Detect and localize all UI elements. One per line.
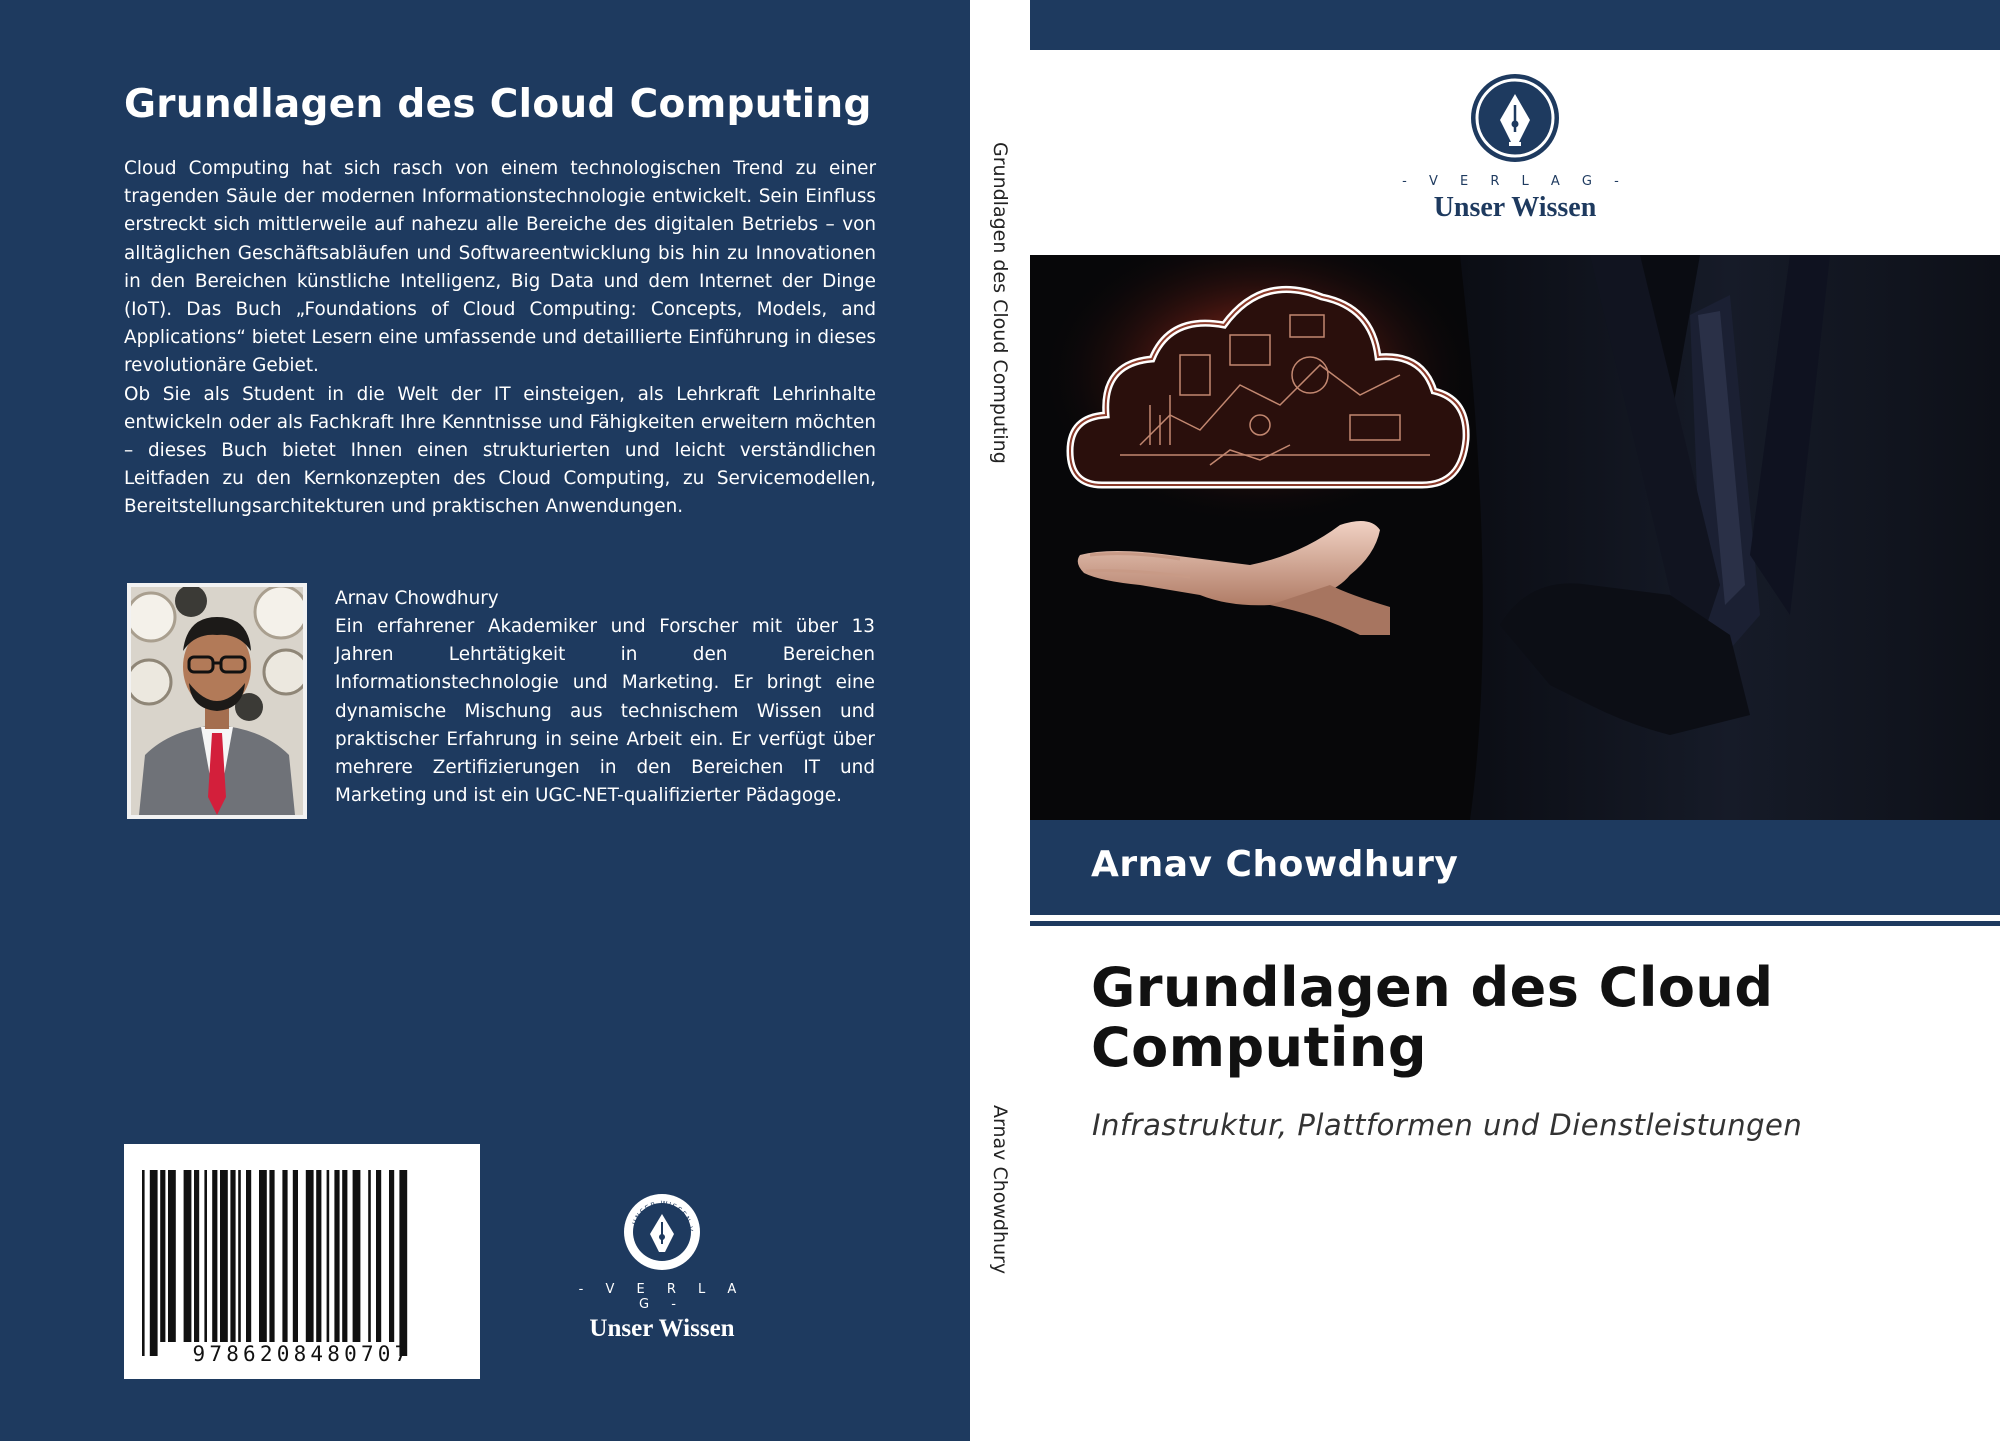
front-subtitle: Infrastruktur, Plattformen und Dienstleistungen [1092,1108,1803,1142]
barcode-bar [204,1170,207,1342]
barcode-bar [342,1170,347,1342]
back-author-name: Arnav Chowdhury [335,588,499,609]
barcode-bar [282,1170,287,1342]
barcode-bar [327,1170,330,1342]
barcode-bar [142,1170,145,1356]
barcode-bar [238,1170,241,1342]
back-cover [0,0,970,1441]
front-publisher-brand: Unser Wissen [1433,192,1597,223]
cloud-in-hand-illustration [1030,255,2000,820]
barcode-bar [212,1170,217,1342]
barcode-bar [220,1170,228,1342]
back-publisher-brand: Unser Wissen [589,1315,735,1342]
isbn-digits: 9786208480707 [192,1342,412,1366]
blurb-paragraph-1: Cloud Computing hat sich rasch von einem technologischen Trend zu einer tragenden Säule der modernen Informationstechnologie entwickelt. Sein Einfluss erstreckt sich mittlerweile auf nahezu alle Bereiche des digitalen Betriebs – von alltäglichen Geschäftsabläufen und Softwareentwicklung bis hin zu Innovationen in den Bereichen künstliche Intelligenz, Big Data und dem Internet der Dinge (IoT). Das Buch „Foundations of Cloud Computing: Concepts, Models, and Applications“ bietet Lesern eine umfassende und detaillierte Einführung in dieses revolutionäre Gebiet. [124,158,876,377]
seal-text: UNSER WISSEN V [631,1199,695,1233]
barcode-bar [194,1170,199,1342]
barcode-bars [134,1160,470,1358]
barcode-bar [150,1170,158,1356]
barcode-bar [368,1170,371,1342]
back-author-bio: Ein erfahrener Akademiker und Forscher mit über 13 Jahren Lehrtätigkeit in den Bereichen Informationstechnologie und Marketing. Er bringt eine dynamische Mischung aus technischem Wissen und praktischer Erfahrung in seine Arbeit ein. Er verfügt über mehrere Zertifizierungen in den Bereichen IT und Marketing und ist ein UGC-NET-qualifizierter Pädagoge. [335,616,875,807]
front-cover [1030,0,2000,1441]
pen-nib-icon [622,1192,702,1272]
barcode-bar [230,1170,235,1342]
barcode-bar [316,1170,321,1342]
barcode-bar [168,1170,176,1342]
cover-image [1030,255,2000,820]
isbn-barcode [124,1144,480,1379]
blurb-paragraph-2: Ob Sie als Student in die Welt der IT einsteigen, als Lehrkraft Lehrinhalte entwickeln oder als Fachkraft Ihre Kenntnisse und Fähigkeiten erweitern möchten – dieses Buch bietet Ihnen einen strukturierten und leicht verständlichen Leitfaden zu den Kernkonzepten des Cloud Computing, zu Servicemodellen, Bereitstellungsarchitekturen und praktischen Anwendungen. [124,383,876,518]
barcode-bar [376,1170,381,1342]
back-cover-blurb [124,155,876,522]
spine-title: Grundlagen des Cloud Computing [989,142,1011,464]
barcode-bar [353,1170,361,1342]
author-portrait-image [131,587,303,815]
barcode-bar [334,1170,339,1342]
front-top-bar [1030,0,2000,50]
barcode-bar [160,1170,165,1342]
barcode-bar [399,1170,407,1356]
barcode-bar [269,1170,274,1342]
barcode-bar [293,1170,298,1342]
barcode-bar [246,1170,251,1342]
front-author-name: Arnav Chowdhury [1091,844,1459,885]
front-publisher-logo [1400,72,1630,224]
back-publisher-logo [572,1192,752,1343]
front-publisher-verlag: - V E R L A G - [1402,174,1628,189]
author-photo [127,583,307,819]
front-author-band [1030,820,2000,915]
divider-line [1030,921,2000,926]
barcode-bar [184,1170,192,1342]
back-cover-title: Grundlagen des Cloud Computing [124,82,872,127]
barcode-bar [259,1170,267,1342]
front-title: Grundlagen des Cloud Computing [1091,956,1774,1079]
back-publisher-verlag: - V E R L A G - [578,1282,746,1312]
barcode-bar [389,1170,394,1342]
pen-nib-icon [1469,72,1561,164]
barcode-bar [306,1170,314,1342]
spine-author: Arnav Chowdhury [989,1105,1011,1275]
